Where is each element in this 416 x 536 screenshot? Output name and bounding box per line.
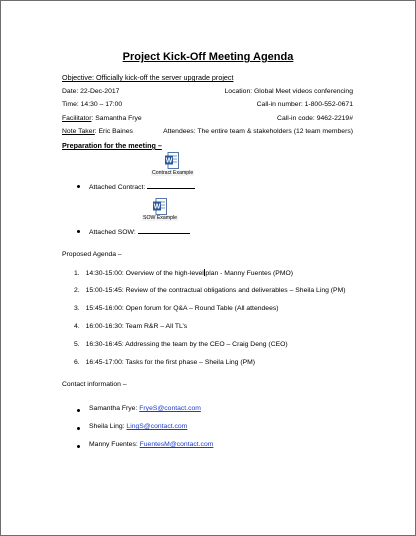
contact-email-link[interactable]: FryeS@contact.com xyxy=(139,405,201,412)
contact-name: Sheila Ling: xyxy=(89,423,127,430)
facilitator-line xyxy=(62,115,142,122)
agenda-item xyxy=(74,341,288,348)
contract-icon-label[interactable]: Contract Example xyxy=(152,170,194,176)
location-line: Location: Global Meet videos conferencing xyxy=(224,88,353,95)
agenda-item xyxy=(74,269,293,277)
word-icon-letter: W xyxy=(165,157,173,165)
word-document-icon[interactable] xyxy=(165,152,179,169)
callin-code-line: Call-in code: 9462-2219# xyxy=(277,115,353,122)
objective-line: Objective: Officially kick-off the server upgrade project xyxy=(62,73,234,82)
note-taker-line xyxy=(62,128,133,135)
agenda-number: 2. xyxy=(74,287,80,294)
bullet xyxy=(77,409,80,412)
agenda-number: 4. xyxy=(74,323,80,330)
agenda-item xyxy=(74,323,187,330)
note-taker-value: : Eric Baines xyxy=(94,128,133,135)
contact-email-link[interactable]: LingS@contact.com xyxy=(126,423,188,430)
preparation-heading: Preparation for the meeting – xyxy=(62,141,162,150)
sow-blank-line xyxy=(138,226,190,234)
callin-number-line: Call-in number: 1-800-552-0671 xyxy=(256,101,353,108)
bullet xyxy=(77,230,80,233)
word-document-icon[interactable] xyxy=(153,198,167,215)
facilitator-label: Facilitator xyxy=(62,115,92,122)
document-title: Project Kick-Off Meeting Agenda xyxy=(122,51,294,63)
facilitator-value: : Samantha Frye xyxy=(91,115,142,122)
agenda-text: 16:45-17:00: Tasks for the first phase – Sheila Ling (PM) xyxy=(85,359,256,366)
agenda-number: 3. xyxy=(74,305,80,312)
contact-item xyxy=(89,405,201,412)
contact-item xyxy=(89,423,187,430)
attached-contract-label: Attached Contract: xyxy=(89,184,146,191)
agenda-text: 16:30-16:45: Addressing the team by the CEO – Craig Deng (CEO) xyxy=(85,341,288,348)
attached-sow-label: Attached SOW: xyxy=(89,229,136,236)
agenda-number: 6. xyxy=(74,359,80,366)
agenda-text: 15:00-15:45: Review of the contractual obligations and deliverables – Sheila Ling (PM) xyxy=(85,287,346,294)
bullet xyxy=(77,427,80,430)
agenda-item xyxy=(74,359,255,366)
note-taker-label: Note Taker xyxy=(62,128,95,135)
date-line: Date: 22-Dec-2017 xyxy=(62,88,120,95)
bullet xyxy=(77,185,80,188)
agenda-text: 16:00-16:30: Team R&R – All TL’s xyxy=(85,323,188,330)
agenda-text: 14:30-15:00: Overview of the high-level xyxy=(85,270,204,277)
word-icon-letter: W xyxy=(153,203,161,211)
agenda-text: plan - Manny Fuentes (PMO) xyxy=(205,270,294,277)
sow-icon-label[interactable]: SOW Example xyxy=(143,215,178,221)
contact-heading: Contact information – xyxy=(62,381,127,388)
contact-item xyxy=(89,441,213,448)
agenda-number: 1. xyxy=(74,270,80,277)
attendees-line: Attendees: The entire team & stakeholders (12 team members) xyxy=(163,128,353,135)
agenda-item xyxy=(74,305,279,312)
agenda-item xyxy=(74,287,346,294)
bullet xyxy=(77,445,80,448)
attached-sow-item xyxy=(89,226,190,236)
contact-name: Samantha Frye: xyxy=(89,405,140,412)
contact-email-link[interactable]: FuentesM@contact.com xyxy=(139,441,214,448)
time-line: Time: 14:30 – 17:00 xyxy=(62,101,123,108)
agenda-number: 5. xyxy=(74,341,80,348)
contact-name: Manny Fuentes: xyxy=(89,441,140,448)
agenda-text: 15:45-16:00: Open forum for Q&A – Round Table (All attendees) xyxy=(85,305,279,312)
proposed-agenda-heading: Proposed Agenda – xyxy=(62,251,122,258)
contract-blank-line xyxy=(147,181,195,189)
attached-contract-item xyxy=(89,181,195,191)
